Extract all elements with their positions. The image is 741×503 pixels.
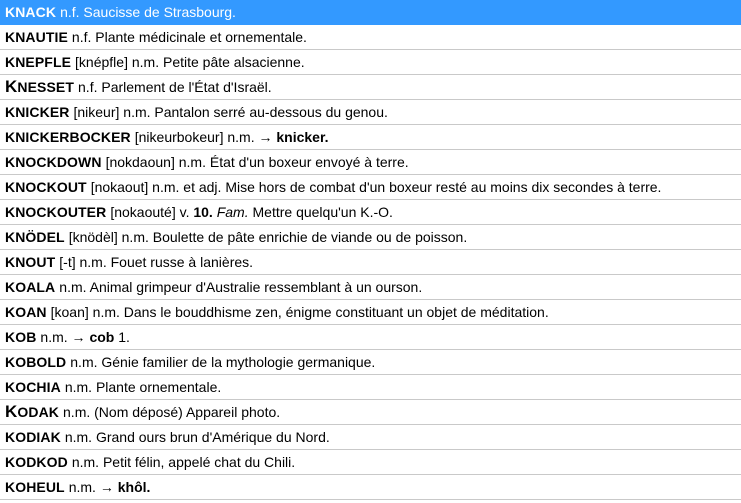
list-item[interactable] (0, 50, 741, 75)
list-item[interactable] (0, 25, 741, 50)
entry-headword: KNÖDEL (5, 229, 65, 245)
entry-headword: KOAN (5, 304, 47, 320)
list-item[interactable] (0, 175, 741, 200)
entry-headword: KNICKERBOCKER (5, 129, 131, 145)
list-item[interactable] (0, 475, 741, 500)
list-item[interactable] (0, 150, 741, 175)
entry-headword: KNOCKOUTER (5, 204, 107, 220)
entry-definition: [nikeur] n.m. Pantalon serré au-dessous du genou. (73, 104, 388, 120)
entry-definition: [knépfle] n.m. Petite pâte alsacienne. (75, 54, 305, 70)
entry-crossref: 10. (193, 204, 213, 220)
entry-crossref: khôl. (117, 479, 151, 495)
entry-definition: n.m. Petit félin, appelé chat du Chili. (71, 454, 296, 470)
entry-headword: KODAK (5, 402, 60, 421)
list-item[interactable] (0, 425, 741, 450)
entry-headword: KNOUT (5, 254, 56, 270)
entry-definition: n.m. Plante ornementale. (64, 379, 222, 395)
entry-headword: KNOCKDOWN (5, 154, 102, 170)
entry-crossref: cob (89, 329, 115, 345)
entry-definition: n.m. → cob 1. (40, 329, 130, 345)
entry-headword: KNAUTIE (5, 29, 68, 45)
list-item[interactable] (0, 400, 741, 425)
entry-definition: n.f. Saucisse de Strasbourg. (60, 4, 236, 20)
entry-definition: n.f. Parlement de l'État d'Israël. (78, 79, 272, 95)
entry-definition: n.m. Grand ours brun d'Amérique du Nord. (64, 429, 330, 445)
entry-headword: KNACK (5, 4, 57, 20)
entry-headword: KOALA (5, 279, 56, 295)
list-item[interactable] (0, 275, 741, 300)
entry-headword: KODKOD (5, 454, 68, 470)
list-item[interactable] (0, 200, 741, 225)
entry-definition: n.f. Plante médicinale et ornementale. (71, 29, 307, 45)
entry-definition: n.m. Génie familier de la mythologie germanique. (70, 354, 376, 370)
list-item[interactable] (0, 450, 741, 475)
list-item[interactable] (0, 300, 741, 325)
entry-headword: KODIAK (5, 429, 61, 445)
entry-definition: [nokaout] n.m. et adj. Mise hors de combat d'un boxeur resté au moins dix secondes à terre. (90, 179, 662, 195)
entry-definition: n.m. (Nom déposé) Appareil photo. (63, 404, 281, 420)
entry-definition: [-t] n.m. Fouet russe à lanières. (59, 254, 254, 270)
list-item[interactable] (0, 75, 741, 100)
entry-headword: KNOCKOUT (5, 179, 87, 195)
entry-definition: [knödèl] n.m. Boulette de pâte enrichie de viande ou de poisson. (68, 229, 468, 245)
entry-headword: KOCHIA (5, 379, 61, 395)
entry-definition: [nokdaoun] n.m. État d'un boxeur envoyé à terre. (105, 154, 409, 170)
list-item[interactable] (0, 225, 741, 250)
entry-definition: n.m. → khôl. (68, 479, 151, 495)
entry-definition: [nokaouté] v. 10. Fam. Mettre quelqu'un K.-O. (110, 204, 393, 220)
list-item[interactable] (0, 125, 741, 150)
list-item[interactable] (0, 350, 741, 375)
list-item[interactable] (0, 0, 741, 25)
list-item[interactable] (0, 250, 741, 275)
entry-headword: KNEPFLE (5, 54, 72, 70)
entry-headword: KOB (5, 329, 37, 345)
list-item[interactable] (0, 375, 741, 400)
list-item[interactable] (0, 325, 741, 350)
entry-definition: [nikeurbokeur] n.m. → knicker. (134, 129, 329, 145)
entry-headword: KNESSET (5, 77, 75, 96)
entry-definition: n.m. Animal grimpeur d'Australie ressemblant à un ourson. (59, 279, 423, 295)
entry-headword: KOHEUL (5, 479, 65, 495)
entry-headword: KNICKER (5, 104, 70, 120)
entry-headword: KOBOLD (5, 354, 67, 370)
entry-crossref: knicker. (276, 129, 329, 145)
entry-definition: [koan] n.m. Dans le bouddhisme zen, énigme constituant un objet de méditation. (50, 304, 549, 320)
list-item[interactable] (0, 100, 741, 125)
